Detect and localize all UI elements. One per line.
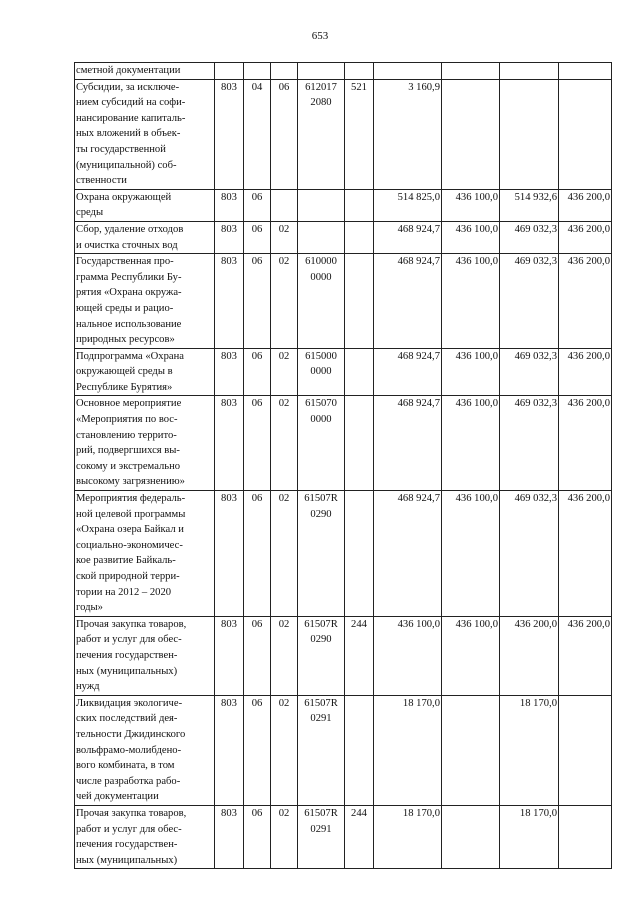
- name-line: вого комбината, в том: [76, 760, 175, 772]
- budget-table: [74, 62, 612, 869]
- cell-amount-2: 436 100,0: [442, 616, 500, 695]
- name-line: Мероприятия федераль-: [76, 493, 186, 505]
- name-line: чей документации: [76, 791, 159, 803]
- name-line: ных вложений в объек-: [76, 128, 181, 140]
- cell-name: [75, 221, 215, 253]
- table-row: [75, 396, 612, 491]
- name-line: окружающей среды в: [76, 366, 173, 378]
- cell-section-code: 06: [244, 616, 271, 695]
- cell-name: [75, 396, 215, 491]
- table-row: [75, 63, 612, 80]
- cell-amount-2: 436 100,0: [442, 221, 500, 253]
- cell-section-code: 04: [244, 79, 271, 189]
- target-code-line: 0000: [310, 414, 332, 426]
- target-code-line: 610000: [305, 256, 337, 268]
- cell-subsection-code: 02: [271, 695, 298, 805]
- cell-amount-4: [559, 695, 612, 805]
- table-row: [75, 805, 612, 868]
- name-line: нужд: [76, 681, 100, 693]
- name-line: Сбор, удаление отходов: [76, 223, 184, 235]
- target-code-line: 612017: [305, 81, 337, 93]
- name-line: (муниципальной) соб-: [76, 159, 177, 171]
- cell-ministry-code: 803: [215, 695, 244, 805]
- cell-name: [75, 63, 215, 80]
- cell-subsection-code: 06: [271, 79, 298, 189]
- name-line: и очистка сточных вод: [76, 239, 178, 251]
- cell-amount-4: 436 200,0: [559, 254, 612, 349]
- name-line: работ и услуг для обес-: [76, 823, 182, 835]
- cell-amount-1: 3 160,9: [374, 79, 442, 189]
- name-line: тельности Джидинского: [76, 728, 186, 740]
- name-line: ных (муниципальных): [76, 665, 178, 677]
- cell-target-code: [298, 254, 345, 349]
- name-line: Прочая закупка товаров,: [76, 807, 187, 819]
- table-row: [75, 221, 612, 253]
- cell-ministry-code: [215, 63, 244, 80]
- cell-target-code: [298, 79, 345, 189]
- name-line: Подпрограмма «Охрана: [76, 350, 184, 362]
- name-line: грамма Республики Бу-: [76, 271, 182, 283]
- cell-name: [75, 254, 215, 349]
- name-line: числе разработка рабо-: [76, 775, 181, 787]
- name-line: ственности: [76, 175, 127, 187]
- cell-amount-1: 436 100,0: [374, 616, 442, 695]
- table-row: [75, 189, 612, 221]
- cell-amount-1: 468 924,7: [374, 221, 442, 253]
- cell-amount-1: 18 170,0: [374, 695, 442, 805]
- cell-section-code: 06: [244, 805, 271, 868]
- cell-amount-1: [374, 63, 442, 80]
- cell-expense-type: [345, 491, 374, 617]
- name-line: ющей среды и рацио-: [76, 302, 174, 314]
- cell-section-code: 06: [244, 254, 271, 349]
- cell-subsection-code: [271, 189, 298, 221]
- page-number: 653: [311, 30, 329, 42]
- cell-expense-type: 244: [345, 616, 374, 695]
- cell-name: [75, 616, 215, 695]
- cell-amount-2: 436 100,0: [442, 396, 500, 491]
- cell-amount-4: [559, 63, 612, 80]
- name-line: Охрана окружающей: [76, 191, 172, 203]
- name-line: сокому и экстремально: [76, 460, 181, 472]
- cell-amount-4: 436 200,0: [559, 189, 612, 221]
- target-code-line: 0000: [310, 271, 332, 283]
- name-line: ты государственной: [76, 143, 166, 155]
- cell-amount-3: 469 032,3: [500, 348, 559, 396]
- cell-amount-3: [500, 79, 559, 189]
- cell-expense-type: [345, 348, 374, 396]
- name-line: печения государствен-: [76, 649, 178, 661]
- cell-amount-3: 469 032,3: [500, 396, 559, 491]
- cell-expense-type: [345, 189, 374, 221]
- cell-expense-type: [345, 221, 374, 253]
- name-line: социально-экономичес-: [76, 539, 183, 551]
- name-line: кое развитие Байкаль-: [76, 555, 176, 567]
- name-line: рятия «Охрана окружа-: [76, 287, 182, 299]
- cell-amount-1: 468 924,7: [374, 396, 442, 491]
- name-line: тории на 2012 – 2020: [76, 586, 172, 598]
- cell-ministry-code: 803: [215, 348, 244, 396]
- cell-subsection-code: 02: [271, 396, 298, 491]
- table-row: [75, 616, 612, 695]
- name-line: Основное мероприятие: [76, 398, 182, 410]
- cell-amount-4: 436 200,0: [559, 221, 612, 253]
- cell-name: [75, 189, 215, 221]
- cell-target-code: [298, 348, 345, 396]
- name-line: сметной документации: [76, 65, 181, 76]
- name-line: нием субсидий на софи-: [76, 97, 186, 109]
- name-line: Государственная про-: [76, 256, 174, 268]
- cell-expense-type: [345, 695, 374, 805]
- name-line: ных (муниципальных): [76, 854, 178, 866]
- table-row: [75, 695, 612, 805]
- cell-ministry-code: 803: [215, 396, 244, 491]
- cell-amount-4: 436 200,0: [559, 616, 612, 695]
- target-code-line: 0290: [310, 508, 332, 520]
- target-code-line: 61507R: [304, 618, 338, 630]
- cell-expense-type: [345, 396, 374, 491]
- cell-ministry-code: 803: [215, 221, 244, 253]
- cell-name: [75, 79, 215, 189]
- target-code-line: 0291: [310, 713, 332, 725]
- cell-subsection-code: [271, 63, 298, 80]
- target-code-line: 0000: [310, 366, 332, 378]
- cell-amount-3: 514 932,6: [500, 189, 559, 221]
- cell-target-code: [298, 189, 345, 221]
- table-row: [75, 491, 612, 617]
- cell-ministry-code: 803: [215, 805, 244, 868]
- cell-ministry-code: 803: [215, 189, 244, 221]
- name-line: годы»: [76, 602, 103, 614]
- name-line: природных ресурсов»: [76, 334, 175, 346]
- cell-ministry-code: 803: [215, 616, 244, 695]
- cell-amount-2: [442, 79, 500, 189]
- cell-section-code: [244, 63, 271, 80]
- cell-amount-2: [442, 63, 500, 80]
- name-line: становлению террито-: [76, 429, 177, 441]
- cell-amount-2: [442, 805, 500, 868]
- cell-expense-type: [345, 254, 374, 349]
- table-row: [75, 348, 612, 396]
- cell-amount-3: 436 200,0: [500, 616, 559, 695]
- cell-section-code: 06: [244, 491, 271, 617]
- cell-subsection-code: 02: [271, 491, 298, 617]
- name-line: ской природной терри-: [76, 571, 180, 582]
- table-row: [75, 254, 612, 349]
- name-line: «Мероприятия по вос-: [76, 414, 178, 426]
- cell-amount-4: [559, 805, 612, 868]
- name-line: ских последствий дея-: [76, 713, 178, 725]
- cell-amount-4: 436 200,0: [559, 348, 612, 396]
- cell-subsection-code: 02: [271, 616, 298, 695]
- target-code-line: 0290: [310, 634, 332, 646]
- name-line: печения государствен-: [76, 839, 178, 851]
- cell-name: [75, 491, 215, 617]
- name-line: высокому загрязнению»: [76, 476, 185, 488]
- cell-subsection-code: 02: [271, 348, 298, 396]
- cell-amount-2: [442, 695, 500, 805]
- target-code-line: 2080: [310, 97, 332, 109]
- target-code-line: 615000: [305, 350, 337, 362]
- name-line: Прочая закупка товаров,: [76, 618, 187, 630]
- name-line: Ликвидация экологиче-: [76, 697, 183, 709]
- cell-name: [75, 695, 215, 805]
- cell-amount-2: 436 100,0: [442, 254, 500, 349]
- name-line: Республике Бурятия»: [76, 381, 173, 393]
- cell-ministry-code: 803: [215, 254, 244, 349]
- name-line: Субсидии, за исключе-: [76, 81, 180, 93]
- cell-section-code: 06: [244, 189, 271, 221]
- cell-amount-4: 436 200,0: [559, 491, 612, 617]
- cell-target-code: [298, 396, 345, 491]
- cell-amount-2: 436 100,0: [442, 348, 500, 396]
- cell-target-code: [298, 695, 345, 805]
- cell-target-code: [298, 491, 345, 617]
- cell-subsection-code: 02: [271, 254, 298, 349]
- cell-section-code: 06: [244, 221, 271, 253]
- name-line: рий, подвергшихся вы-: [76, 445, 180, 457]
- cell-amount-1: 468 924,7: [374, 348, 442, 396]
- target-code-line: 0291: [310, 823, 332, 835]
- cell-amount-3: 18 170,0: [500, 805, 559, 868]
- table-row: [75, 79, 612, 189]
- cell-amount-3: [500, 63, 559, 80]
- cell-amount-3: 18 170,0: [500, 695, 559, 805]
- cell-amount-2: 436 100,0: [442, 189, 500, 221]
- name-line: вольфрамо-молибдено-: [76, 744, 182, 756]
- cell-amount-1: 18 170,0: [374, 805, 442, 868]
- name-line: нансирование капиталь-: [76, 112, 186, 124]
- cell-amount-3: 469 032,3: [500, 221, 559, 253]
- cell-section-code: 06: [244, 396, 271, 491]
- cell-target-code: [298, 63, 345, 80]
- cell-amount-1: 468 924,7: [374, 491, 442, 617]
- target-code-line: 615070: [305, 398, 337, 410]
- cell-amount-3: 469 032,3: [500, 491, 559, 617]
- cell-name: [75, 348, 215, 396]
- target-code-line: 61507R: [304, 807, 338, 819]
- cell-subsection-code: 02: [271, 221, 298, 253]
- cell-expense-type: 244: [345, 805, 374, 868]
- cell-amount-4: 436 200,0: [559, 396, 612, 491]
- cell-target-code: [298, 221, 345, 253]
- target-code-line: 61507R: [304, 697, 338, 709]
- cell-expense-type: 521: [345, 79, 374, 189]
- name-line: работ и услуг для обес-: [76, 634, 182, 646]
- name-line: ной целевой программы: [76, 508, 186, 520]
- name-line: «Охрана озера Байкал и: [76, 524, 184, 536]
- target-code-line: 61507R: [304, 493, 338, 505]
- cell-amount-3: 469 032,3: [500, 254, 559, 349]
- name-line: нальное использование: [76, 318, 182, 330]
- name-line: среды: [76, 207, 104, 219]
- cell-amount-4: [559, 79, 612, 189]
- cell-ministry-code: 803: [215, 79, 244, 189]
- cell-ministry-code: 803: [215, 491, 244, 617]
- cell-name: [75, 805, 215, 868]
- cell-section-code: 06: [244, 348, 271, 396]
- cell-expense-type: [345, 63, 374, 80]
- cell-amount-1: 514 825,0: [374, 189, 442, 221]
- cell-target-code: [298, 805, 345, 868]
- cell-amount-2: 436 100,0: [442, 491, 500, 617]
- cell-section-code: 06: [244, 695, 271, 805]
- cell-amount-1: 468 924,7: [374, 254, 442, 349]
- cell-subsection-code: 02: [271, 805, 298, 868]
- cell-target-code: [298, 616, 345, 695]
